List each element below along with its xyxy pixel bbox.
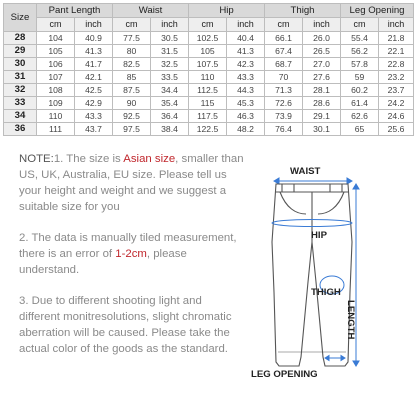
pant-length-inch-cell: 41.3 bbox=[75, 45, 113, 58]
thigh-label: THIGH bbox=[311, 287, 341, 298]
hip-inch-cell: 43.3 bbox=[227, 71, 265, 84]
note-2-text: 2. The data is manually tiled measurement, there is an error of bbox=[19, 232, 237, 261]
hip-cm-cell: 117.5 bbox=[189, 110, 227, 123]
thigh-header: Thigh bbox=[265, 4, 341, 18]
unit-inch-header: inch bbox=[303, 18, 341, 32]
pant-length-inch-cell: 42.5 bbox=[75, 84, 113, 97]
pant-length-cm-cell: 105 bbox=[37, 45, 75, 58]
unit-cm-header: cm bbox=[189, 18, 227, 32]
pant-length-cm-cell: 109 bbox=[37, 97, 75, 110]
thigh-cm-cell: 73.9 bbox=[265, 110, 303, 123]
table-row bbox=[4, 84, 414, 97]
unit-cm-header: cm bbox=[265, 18, 303, 32]
thigh-inch-cell: 26.0 bbox=[303, 32, 341, 45]
length-label: LENGTH bbox=[345, 300, 356, 340]
hip-cm-cell: 102.5 bbox=[189, 32, 227, 45]
unit-cm-header: cm bbox=[37, 18, 75, 32]
leg-opening-cm-cell: 57.8 bbox=[341, 58, 379, 71]
error-range-highlight: 1-2cm bbox=[115, 248, 147, 261]
pant-length-cm-cell: 110 bbox=[37, 110, 75, 123]
leg-opening-cm-cell: 61.4 bbox=[341, 97, 379, 110]
waist-inch-cell: 38.4 bbox=[151, 123, 189, 136]
hip-inch-cell: 40.4 bbox=[227, 32, 265, 45]
leg-opening-inch-cell: 24.2 bbox=[379, 97, 414, 110]
note-1-text-rest: , smaller than US, UK, Australia, EU size. Please tell us your height and weight and we suggest a suitable size for you bbox=[19, 153, 244, 213]
note-3: 3. Due to different shooting light and different monitresolutions, slight chromatic aberration will be caused. Please take the actual color of the goods as the standard. bbox=[19, 295, 232, 356]
table-row bbox=[4, 32, 414, 45]
waist-inch-cell: 32.5 bbox=[151, 58, 189, 71]
thigh-inch-cell: 27.0 bbox=[303, 58, 341, 71]
size-cell: 28 bbox=[4, 32, 37, 45]
thigh-inch-cell: 26.5 bbox=[303, 45, 341, 58]
leg-opening-cm-cell: 55.4 bbox=[341, 32, 379, 45]
leg-opening-arrow bbox=[325, 356, 345, 361]
unit-cm-header: cm bbox=[341, 18, 379, 32]
thigh-inch-cell: 28.1 bbox=[303, 84, 341, 97]
table-row bbox=[4, 97, 414, 110]
thigh-inch-cell: 29.1 bbox=[303, 110, 341, 123]
table-row bbox=[4, 110, 414, 123]
pant-length-inch-cell: 42.9 bbox=[75, 97, 113, 110]
table-row bbox=[4, 45, 414, 58]
pant-length-inch-cell: 42.1 bbox=[75, 71, 113, 84]
leg-opening-inch-cell: 25.6 bbox=[379, 123, 414, 136]
waist-cm-cell: 92.5 bbox=[113, 110, 151, 123]
waist-cm-cell: 85 bbox=[113, 71, 151, 84]
waist-inch-cell: 30.5 bbox=[151, 32, 189, 45]
pant-length-cm-cell: 111 bbox=[37, 123, 75, 136]
waist-cm-cell: 82.5 bbox=[113, 58, 151, 71]
waist-inch-cell: 33.5 bbox=[151, 71, 189, 84]
unit-inch-header: inch bbox=[227, 18, 265, 32]
table-row bbox=[4, 71, 414, 84]
thigh-cm-cell: 66.1 bbox=[265, 32, 303, 45]
waist-inch-cell: 36.4 bbox=[151, 110, 189, 123]
asian-size-highlight: Asian size bbox=[123, 153, 176, 165]
hip-label: HIP bbox=[311, 230, 327, 241]
size-cell: 33 bbox=[4, 97, 37, 110]
hip-cm-cell: 105 bbox=[189, 45, 227, 58]
pants-measurement-diagram bbox=[248, 162, 408, 400]
waist-cm-cell: 77.5 bbox=[113, 32, 151, 45]
leg-opening-inch-cell: 23.2 bbox=[379, 71, 414, 84]
leg-opening-label: LEG OPENING bbox=[251, 369, 318, 380]
waist-header: Waist bbox=[113, 4, 189, 18]
hip-inch-cell: 44.3 bbox=[227, 84, 265, 97]
hip-header: Hip bbox=[189, 4, 265, 18]
unit-cm-header: cm bbox=[113, 18, 151, 32]
table-row bbox=[4, 58, 414, 71]
pant-length-inch-cell: 41.7 bbox=[75, 58, 113, 71]
pant-length-cm-cell: 106 bbox=[37, 58, 75, 71]
waist-cm-cell: 80 bbox=[113, 45, 151, 58]
note-2 bbox=[19, 231, 244, 279]
thigh-inch-cell: 28.6 bbox=[303, 97, 341, 110]
thigh-cm-cell: 71.3 bbox=[265, 84, 303, 97]
thigh-cm-cell: 68.7 bbox=[265, 58, 303, 71]
leg-opening-cm-cell: 56.2 bbox=[341, 45, 379, 58]
size-header: Size bbox=[4, 4, 37, 32]
pant-length-cm-cell: 107 bbox=[37, 71, 75, 84]
thigh-cm-cell: 76.4 bbox=[265, 123, 303, 136]
waist-inch-cell: 31.5 bbox=[151, 45, 189, 58]
leg-opening-inch-cell: 22.8 bbox=[379, 58, 414, 71]
note-label: NOTE: bbox=[19, 153, 54, 165]
hip-cm-cell: 112.5 bbox=[189, 84, 227, 97]
size-cell: 34 bbox=[4, 110, 37, 123]
note-2-text-rest: , please understand. bbox=[19, 248, 187, 276]
pant-length-inch-cell: 40.9 bbox=[75, 32, 113, 45]
hip-cm-cell: 122.5 bbox=[189, 123, 227, 136]
pant-length-inch-cell: 43.7 bbox=[75, 123, 113, 136]
size-cell: 29 bbox=[4, 45, 37, 58]
hip-inch-cell: 46.3 bbox=[227, 110, 265, 123]
waist-cm-cell: 90 bbox=[113, 97, 151, 110]
leg-opening-cm-cell: 62.6 bbox=[341, 110, 379, 123]
leg-opening-inch-cell: 23.7 bbox=[379, 84, 414, 97]
thigh-cm-cell: 72.6 bbox=[265, 97, 303, 110]
hip-cm-cell: 115 bbox=[189, 97, 227, 110]
leg-opening-cm-cell: 59 bbox=[341, 71, 379, 84]
size-notes bbox=[19, 152, 244, 373]
hip-inch-cell: 42.3 bbox=[227, 58, 265, 71]
leg-opening-inch-cell: 24.6 bbox=[379, 110, 414, 123]
size-chart-table bbox=[3, 3, 414, 136]
pant-length-inch-cell: 43.3 bbox=[75, 110, 113, 123]
leg-opening-header: Leg Opening bbox=[341, 4, 414, 18]
leg-opening-cm-cell: 60.2 bbox=[341, 84, 379, 97]
waist-inch-cell: 35.4 bbox=[151, 97, 189, 110]
leg-opening-inch-cell: 22.1 bbox=[379, 45, 414, 58]
leg-opening-inch-cell: 21.8 bbox=[379, 32, 414, 45]
size-cell: 36 bbox=[4, 123, 37, 136]
thigh-inch-cell: 30.1 bbox=[303, 123, 341, 136]
leg-opening-cm-cell: 65 bbox=[341, 123, 379, 136]
waist-cm-cell: 97.5 bbox=[113, 123, 151, 136]
hip-inch-cell: 48.2 bbox=[227, 123, 265, 136]
thigh-cm-cell: 67.4 bbox=[265, 45, 303, 58]
pant-length-cm-cell: 108 bbox=[37, 84, 75, 97]
waist-arrow bbox=[274, 178, 352, 184]
pants-outline bbox=[272, 184, 352, 366]
hip-cm-cell: 110 bbox=[189, 71, 227, 84]
thigh-inch-cell: 27.6 bbox=[303, 71, 341, 84]
thigh-cm-cell: 70 bbox=[265, 71, 303, 84]
waist-label: WAIST bbox=[290, 166, 321, 177]
hip-cm-cell: 107.5 bbox=[189, 58, 227, 71]
unit-inch-header: inch bbox=[151, 18, 189, 32]
unit-inch-header: inch bbox=[75, 18, 113, 32]
size-cell: 31 bbox=[4, 71, 37, 84]
note-1 bbox=[19, 152, 244, 216]
hip-inch-cell: 45.3 bbox=[227, 97, 265, 110]
pant-length-header: Pant Length bbox=[37, 4, 113, 18]
unit-inch-header: inch bbox=[379, 18, 414, 32]
size-cell: 30 bbox=[4, 58, 37, 71]
pant-length-cm-cell: 104 bbox=[37, 32, 75, 45]
waist-cm-cell: 87.5 bbox=[113, 84, 151, 97]
hip-inch-cell: 41.3 bbox=[227, 45, 265, 58]
table-row bbox=[4, 123, 414, 136]
pants-illustration bbox=[248, 162, 408, 400]
size-cell: 32 bbox=[4, 84, 37, 97]
note-1-text: 1. The size is bbox=[53, 153, 124, 165]
size-table-body bbox=[4, 32, 414, 136]
waist-inch-cell: 34.4 bbox=[151, 84, 189, 97]
